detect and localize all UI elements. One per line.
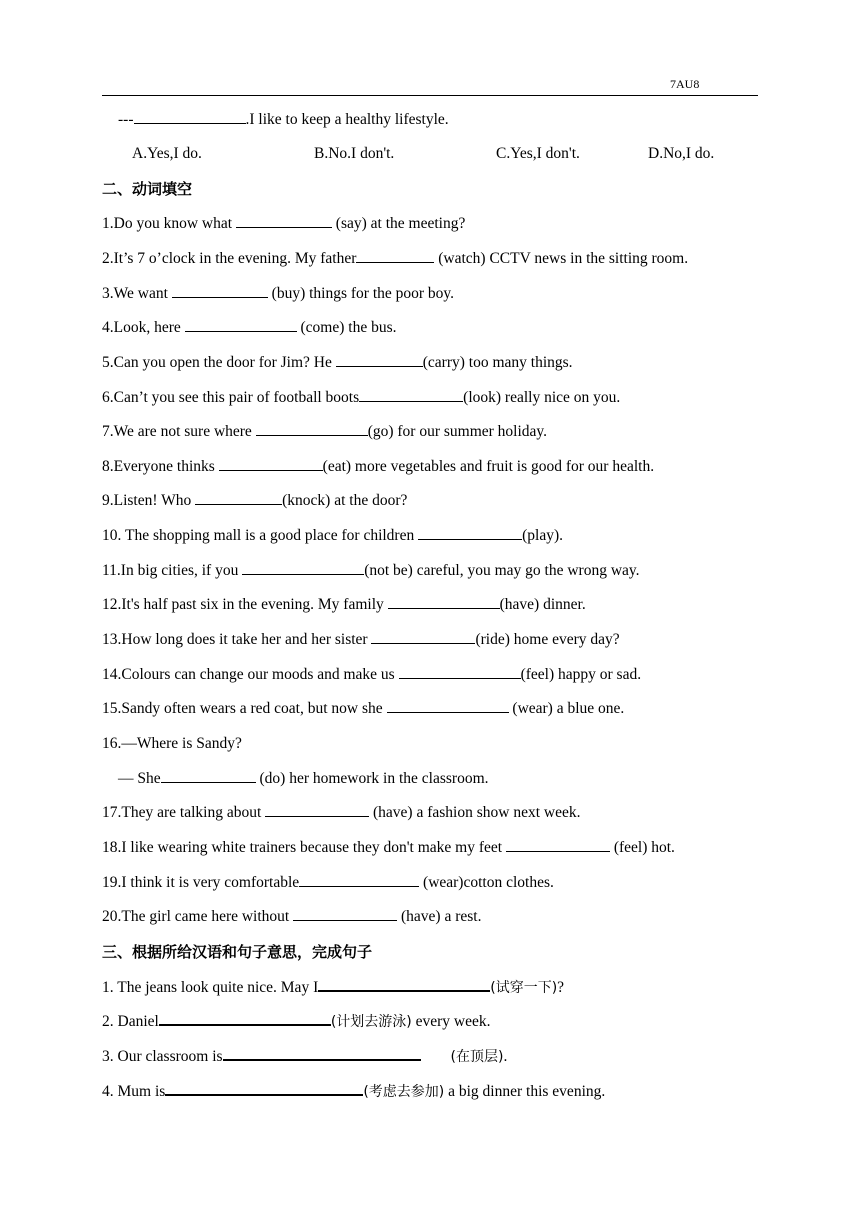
answer-blank[interactable] — [299, 873, 419, 887]
question-text: . — [503, 1048, 508, 1065]
option-d: D.No,I do. — [648, 145, 715, 162]
question-text: 2.It’s 7 o’clock in the evening. My father — [102, 250, 357, 267]
translation-2 — [102, 1011, 491, 1032]
answer-blank[interactable] — [387, 699, 509, 713]
question-text: (feel) hot. — [609, 839, 675, 856]
question-8 — [102, 457, 654, 477]
question-2 — [102, 249, 688, 269]
question-text: (say) at the meeting? — [331, 215, 466, 232]
question-6 — [102, 388, 620, 408]
answer-blank[interactable] — [388, 595, 500, 609]
question-text: (come) the bus. — [296, 319, 397, 336]
question-text: 18.I like wearing white trainers because they don't make my feet — [102, 839, 506, 856]
answer-blank[interactable] — [242, 561, 364, 575]
option-b: B.No.I don't. — [314, 145, 395, 162]
header-rule — [102, 95, 758, 96]
answer-blank[interactable] — [165, 1081, 363, 1096]
chinese-hint: (考虑去参加) — [363, 1084, 445, 1100]
prev-answer-prefix: --- — [118, 111, 134, 128]
question-20 — [102, 907, 481, 927]
question-text: ? — [557, 979, 565, 996]
question-text: (not be) careful, you may go the wrong way. — [364, 562, 640, 579]
question-text: (feel) happy or sad. — [520, 666, 642, 683]
question-text: 11.In big cities, if you — [102, 562, 243, 579]
answer-blank[interactable] — [159, 1011, 331, 1026]
question-3 — [102, 284, 454, 304]
question-16-answer — [118, 769, 489, 789]
question-text: (play). — [522, 527, 563, 544]
question-4 — [102, 318, 397, 338]
answer-blank[interactable] — [185, 318, 297, 332]
question-9 — [102, 491, 407, 511]
answer-blank[interactable] — [293, 907, 397, 921]
question-13 — [102, 630, 620, 650]
question-text: 10. The shopping mall is a good place for children — [102, 527, 419, 544]
question-15 — [102, 699, 624, 719]
question-text: (knock) at the door? — [282, 492, 408, 509]
answer-blank[interactable] — [236, 214, 332, 228]
answer-blank[interactable] — [399, 665, 521, 679]
answer-blank[interactable] — [172, 284, 268, 298]
question-10 — [102, 526, 563, 546]
question-text: (look) really nice on you. — [463, 389, 621, 406]
question-7 — [102, 422, 547, 442]
question-text: 13.How long does it take her and her sister — [102, 631, 372, 648]
question-text: 8.Everyone thinks — [102, 458, 219, 475]
question-11 — [102, 561, 640, 581]
question-text: 9.Listen! Who — [102, 492, 196, 509]
question-text: (ride) home every day? — [475, 631, 620, 648]
question-text: (carry) too many things. — [422, 354, 573, 371]
question-text: (wear)cotton clothes. — [419, 874, 554, 891]
translation-4 — [102, 1081, 605, 1102]
question-text: 4. Mum is — [102, 1083, 166, 1100]
question-text: (have) dinner. — [499, 596, 586, 613]
question-text: 15.Sandy often wears a red coat, but now she — [102, 700, 387, 717]
question-text: 20.The girl came here without — [102, 908, 294, 925]
question-text: (go) for our summer holiday. — [367, 423, 548, 440]
question-14 — [102, 665, 641, 685]
section3-title: 三、根据所给汉语和句子意思，完成句子 — [102, 943, 373, 961]
question-text: (have) a fashion show next week. — [369, 804, 581, 821]
answer-blank[interactable] — [506, 838, 610, 852]
question-text: — She — [118, 770, 161, 787]
chinese-hint: (在顶层) — [450, 1049, 504, 1065]
answer-blank[interactable] — [359, 388, 463, 402]
option-a: A.Yes,I do. — [132, 145, 202, 162]
answer-blank[interactable] — [223, 1046, 421, 1061]
question-text: 12.It's half past six in the evening. My family — [102, 596, 388, 613]
question-text: 3. Our classroom is — [102, 1048, 223, 1065]
question-18 — [102, 838, 675, 858]
answer-blank[interactable] — [219, 457, 323, 471]
answer-blank[interactable] — [195, 491, 282, 505]
answer-blank[interactable] — [418, 526, 522, 540]
section2-title: 二、动词填空 — [102, 180, 193, 198]
question-text: 6.Can’t you see this pair of football boots — [102, 389, 360, 406]
question-5 — [102, 353, 573, 373]
question-text: 2. Daniel — [102, 1013, 159, 1030]
question-text: every week. — [411, 1013, 491, 1030]
question-text: 14.Colours can change our moods and make us — [102, 666, 399, 683]
answer-blank[interactable] — [256, 422, 368, 436]
question-text: 7.We are not sure where — [102, 423, 256, 440]
question-text: 4.Look, here — [102, 319, 185, 336]
question-text: 3.We want — [102, 285, 172, 302]
question-text: 1.Do you know what — [102, 215, 236, 232]
question-text: (eat) more vegetables and fruit is good for our health. — [322, 458, 655, 475]
question-text: (buy) things for the poor boy. — [267, 285, 455, 302]
question-text: 19.I think it is very comfortable — [102, 874, 300, 891]
question-text: 5.Can you open the door for Jim? He — [102, 354, 336, 371]
question-text: (wear) a blue one. — [508, 700, 625, 717]
question-text: 17.They are talking about — [102, 804, 266, 821]
answer-blank[interactable] — [356, 249, 434, 263]
answer-blank[interactable] — [318, 977, 490, 992]
chinese-hint: (计划去游泳) — [330, 1014, 412, 1030]
question-text: (have) a rest. — [397, 908, 482, 925]
question-text: (do) her homework in the classroom. — [255, 770, 489, 787]
question-text: a big dinner this evening. — [444, 1083, 606, 1100]
question-17 — [102, 803, 580, 823]
question-text: 1. The jeans look quite nice. May I — [102, 979, 319, 996]
question-19 — [102, 873, 554, 893]
prev-answer-text: .I like to keep a healthy lifestyle. — [245, 111, 449, 128]
question-16: 16.—Where is Sandy? — [102, 735, 242, 752]
chinese-hint: (试穿一下) — [490, 980, 558, 996]
option-c: C.Yes,I don't. — [496, 145, 580, 162]
answer-blank[interactable] — [371, 630, 475, 644]
answer-blank[interactable] — [161, 769, 256, 783]
header-code: 7AU8 — [670, 77, 700, 91]
question-1 — [102, 214, 465, 234]
translation-1 — [102, 977, 564, 998]
question-text: (watch) CCTV news in the sitting room. — [434, 250, 689, 267]
answer-blank[interactable] — [336, 353, 423, 367]
answer-blank[interactable] — [134, 110, 246, 124]
translation-3 — [102, 1046, 507, 1067]
question-12 — [102, 595, 586, 615]
answer-blank[interactable] — [265, 803, 369, 817]
prev-answer-line — [118, 110, 449, 130]
